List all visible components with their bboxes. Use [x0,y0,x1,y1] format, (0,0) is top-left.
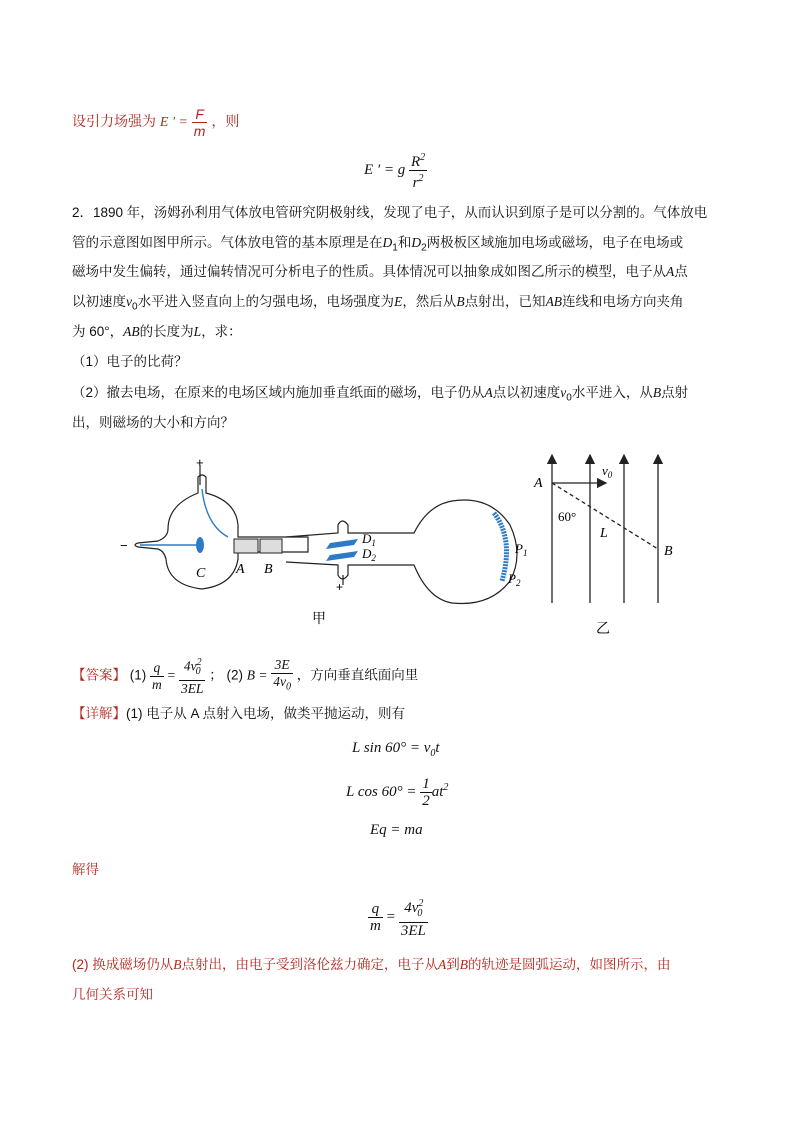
plate-D1 [326,539,358,549]
intro-prefix: 设引力场强为 [72,113,156,130]
detail-line-3: 几何关系可知 [72,987,153,1002]
r-symbol: r [412,175,419,191]
caption-yi: 乙 [596,620,610,636]
q2-line-1: 2．1890 年，汤姆孙利用气体放电管研究阴极射线，发现了电子，从而认识到原子是可以分割的。气体放电 [72,205,708,220]
label-D1: $D_1$ [362,531,376,548]
eq-lhs: E ' = g [364,161,406,178]
label-L: L [600,526,608,541]
anode-A [234,539,258,553]
equation-1: L $\sin 60^\circ = v_0t$ [352,740,440,759]
intro-eprime: E ' = [159,115,188,131]
result-equation: $\frac{q}{m}$ = $\frac{4v^2_0}{3EL}$ [370,898,426,939]
half-fraction: $\frac{1}{2}$ [422,776,430,809]
equation-2: L cos 60° = $\frac{1}{2}$ $at^2$ [346,776,449,809]
answer-qm: $\frac{q}{m}$ [152,659,162,692]
answer-B-value: $\frac{3E}{4v_0}$ [273,656,291,693]
equation-3: Eq = ma [370,822,423,838]
gravity-field-equation [364,150,427,191]
answer-specific-charge: $\frac{4v^2_0}{3EL}$ [180,657,204,697]
label-A: A [534,476,543,491]
plate-D2 [326,551,358,561]
label-B: B [664,544,673,559]
figure-discharge-tube [110,455,530,630]
label-B: B [264,562,273,577]
fluorescent-screen [494,513,507,581]
intro-line [72,106,239,139]
label-plus-bottom: + [336,580,344,594]
caption-jia: 甲 [312,610,326,626]
frac-den: m [193,123,206,139]
tube-neck [286,500,517,604]
figure-field-model [528,445,688,640]
solve-label: 解得 [72,862,99,877]
label-P1: $P_1$ [515,541,528,558]
frac-num: F [192,106,208,123]
q2-line-4: 以初速度$v_0$水平进入竖直向上的匀强电场，电场强度为E，然后从B点射出，已知AB连线和电场方向夹角 [72,294,684,313]
label-plus-top: + [196,455,204,470]
answer-tag: 【答案】 [72,667,126,683]
label-v0: $v_0$ [602,463,613,480]
label-minus: − [120,538,128,553]
q2-line-5: 为 60°，AB的长度为L，求： [72,324,242,339]
answer-line: 【答案】 (1) $\frac{q}{m}$ = $\frac{4v^2_0}{3EL}$ ； (2) B = $\frac{3E}{4v_0}$ ，方向垂直纸面向里 [72,656,419,697]
detail-tag: 【详解】 [72,706,126,721]
label-A: A [236,562,245,577]
R-symbol: R [411,154,421,170]
detail-line-2: (2) 换成磁场仍从B点射出，由电子受到洛伦兹力确定，电子从A到B的轨迹是圆弧运动，如图所示，由 [72,957,671,972]
intro-suffix: ，则 [211,113,240,130]
q2-sub2-cont: 出，则磁场的大小和方向？ [72,415,234,430]
label-D2: $D_2$ [362,546,376,563]
eq-fraction: $\frac{R^2}{r^2}$ [411,152,426,191]
label-P2: $P_2$ [508,571,521,588]
label-C: C [196,566,206,581]
q2-line-2: 管的示意图如图甲所示。气体放电管的基本原理是在$D_1$和$D_2$两极板区域施加电场或磁场，电子在电场或 [72,235,684,254]
cathode-C [196,537,204,553]
intro-fraction [192,106,208,139]
q2-sub2: （2）撤去电场，在原来的电场区域内施加垂直纸面的磁场，电子仍从A点以初速度$v_0$水平进入，从B点射 [72,385,689,404]
q2-sub1: （1）电子的比荷？ [72,354,188,369]
q2-line-3: 磁场中发生偏转，通过偏转情况可分析电子的性质。具体情况可以抽象成如图乙所示的模型，电子从A点 [72,264,688,279]
anode-B [260,539,282,553]
detail-line-1: 【详解】(1) 电子从 A 点射入电场，做类平抛运动，则有 [72,706,406,721]
label-angle: 60° [558,509,577,524]
